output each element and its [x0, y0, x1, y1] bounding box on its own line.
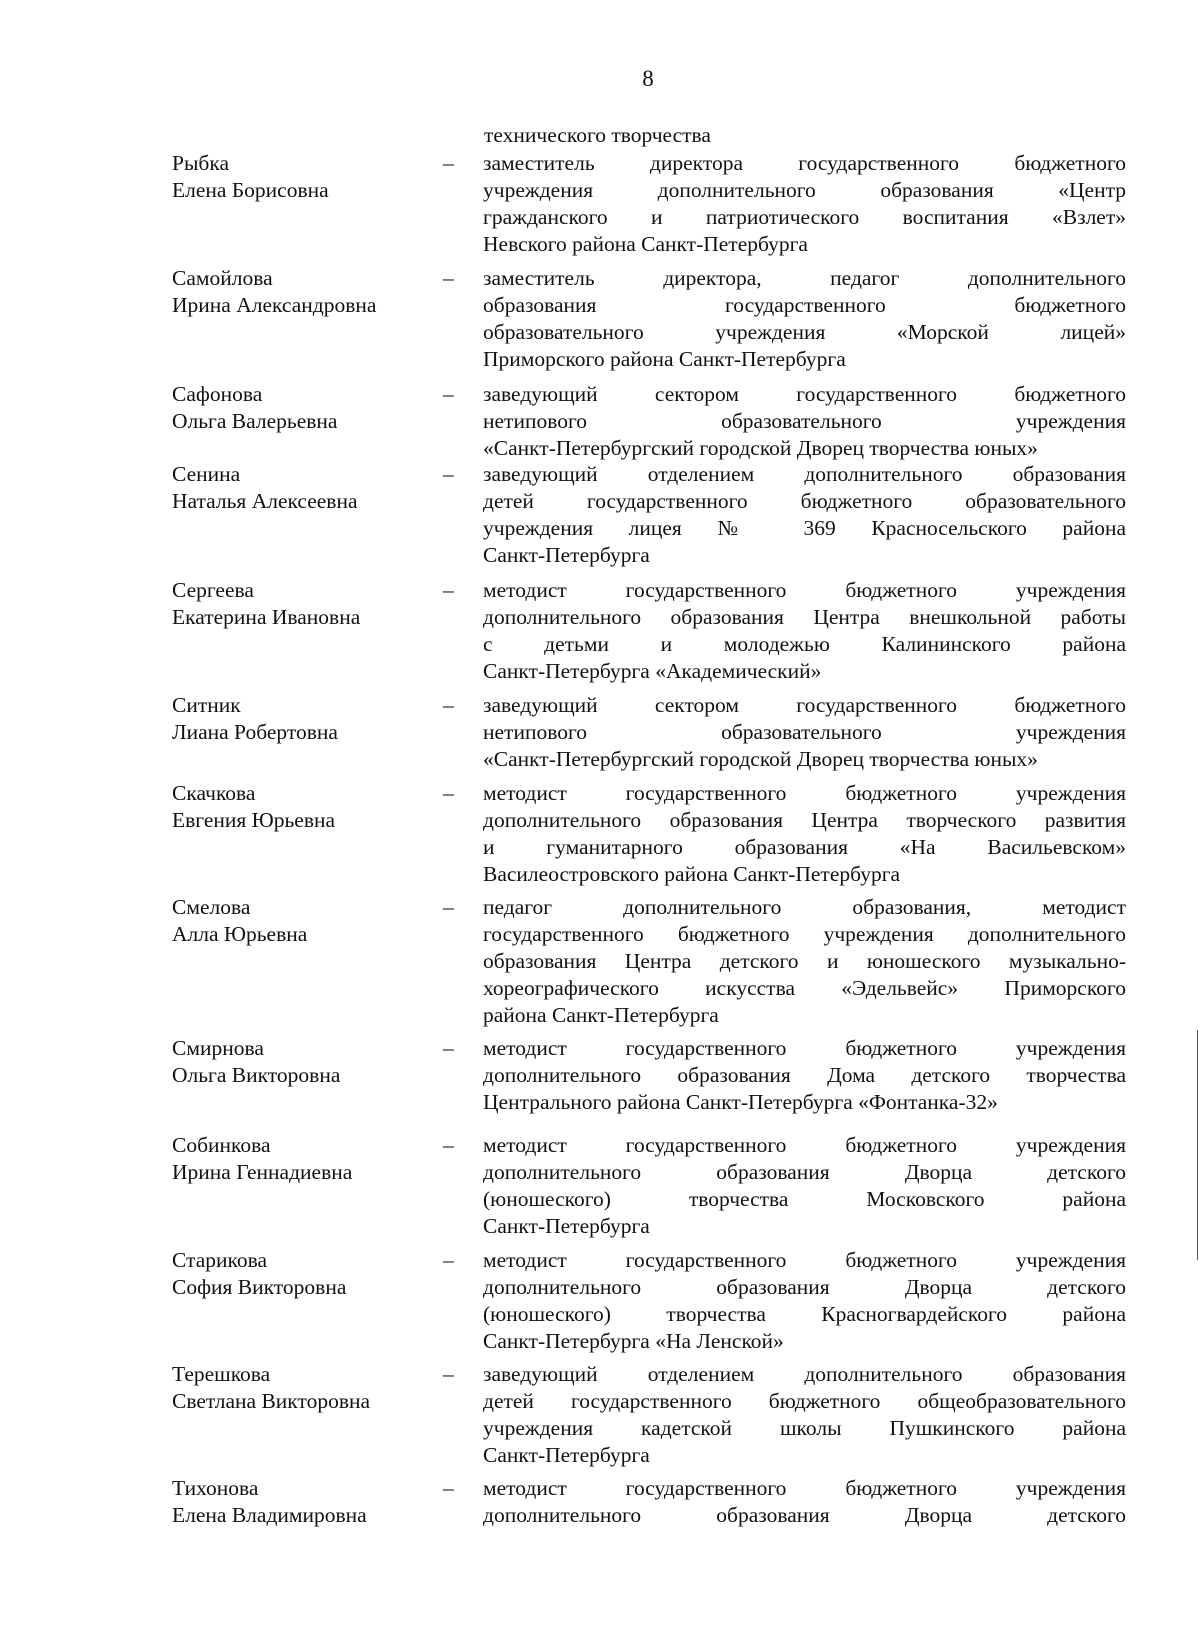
member-given-names: Светлана Викторовна — [172, 1389, 371, 1413]
position-line: Санкт-Петербурга — [483, 1443, 650, 1467]
member-name — [172, 780, 422, 834]
member-given-names: Ольга Викторовна — [172, 1063, 341, 1087]
member-position — [483, 461, 1126, 569]
dash-separator: – — [443, 382, 454, 406]
member-given-names: Алла Юрьевна — [172, 922, 308, 946]
dash-separator: – — [443, 1476, 454, 1500]
position-line: детей государственного бюджетного общеобразовательного — [483, 1389, 1126, 1413]
member-surname: Собинкова — [172, 1133, 271, 1157]
member-position — [483, 1132, 1126, 1240]
member-surname: Сафонова — [172, 382, 263, 406]
position-line: заместитель директора государственного бюджетного — [483, 151, 1126, 175]
position-line: «Санкт-Петербургский городской Дворец творчества юных» — [483, 747, 1038, 771]
member-surname: Сергеева — [172, 578, 254, 602]
dash-separator: – — [443, 151, 454, 175]
member-given-names: Елена Борисовна — [172, 178, 329, 202]
position-line: дополнительного образования Дома детского творчества — [483, 1063, 1126, 1087]
position-line: педагог дополнительного образования, методист — [483, 895, 1126, 919]
member-surname: Самойлова — [172, 266, 273, 290]
position-line: методист государственного бюджетного учреждения — [483, 1036, 1126, 1060]
position-line: образования Центра детского и юношеского музыкально- — [483, 949, 1126, 973]
member-given-names: Лиана Робертовна — [172, 720, 338, 744]
member-name — [172, 692, 422, 746]
position-line: дополнительного образования Дворца детского — [483, 1160, 1126, 1184]
position-line: государственного бюджетного учреждения дополнительного — [483, 922, 1126, 946]
position-line: дополнительного образования Дворца детского — [483, 1503, 1126, 1527]
member-name — [172, 1361, 422, 1415]
member-given-names: Ирина Геннадиевна — [172, 1160, 353, 1184]
member-position — [483, 894, 1126, 1029]
member-name — [172, 577, 422, 631]
dash-separator: – — [443, 1036, 454, 1060]
member-name — [172, 1247, 422, 1301]
position-line: Санкт-Петербурга — [483, 543, 650, 567]
position-line: методист государственного бюджетного учреждения — [483, 1248, 1126, 1272]
member-position — [483, 150, 1126, 258]
position-line: методист государственного бюджетного учреждения — [483, 1133, 1126, 1157]
position-line: заведующий отделением дополнительного образования — [483, 1362, 1126, 1386]
dash-separator: – — [443, 1133, 454, 1157]
member-given-names: София Викторовна — [172, 1275, 347, 1299]
member-given-names: Екатерина Ивановна — [172, 605, 361, 629]
member-given-names: Ольга Валерьевна — [172, 409, 338, 433]
member-given-names: Евгения Юрьевна — [172, 808, 336, 832]
position-line: методист государственного бюджетного учреждения — [483, 578, 1126, 602]
scan-margin-mark — [1197, 1030, 1198, 1260]
member-position — [483, 1035, 1126, 1116]
position-line: дополнительного образования Дворца детского — [483, 1275, 1126, 1299]
position-line: района Санкт-Петербурга — [483, 1003, 719, 1027]
dash-separator: – — [443, 895, 454, 919]
position-line: Невского района Санкт-Петербурга — [483, 232, 808, 256]
position-line: Василеостровского района Санкт-Петербурга — [483, 862, 901, 886]
position-line: с детьми и молодежью Калининского района — [483, 632, 1126, 656]
position-line: нетипового образовательного учреждения — [483, 720, 1126, 744]
member-name — [172, 150, 422, 204]
position-line: заведующий сектором государственного бюджетного — [483, 382, 1126, 406]
member-name — [172, 1132, 422, 1186]
member-surname: Скачкова — [172, 781, 256, 805]
position-line: хореографического искусства «Эдельвейс» Приморского — [483, 976, 1126, 1000]
member-position — [483, 780, 1126, 888]
member-surname: Смелова — [172, 895, 251, 919]
position-line: нетипового образовательного учреждения — [483, 409, 1126, 433]
member-surname: Ситник — [172, 693, 241, 717]
position-line: и гуманитарного образования «На Васильевском» — [483, 835, 1126, 859]
position-line: дополнительного образования Центра творческого развития — [483, 808, 1126, 832]
member-name — [172, 265, 422, 319]
position-line: учреждения кадетской школы Пушкинского района — [483, 1416, 1126, 1440]
position-line: Санкт-Петербурга «Академический» — [483, 659, 822, 683]
position-line: (юношеского) творчества Красногвардейского района — [483, 1302, 1126, 1326]
position-line: заместитель директора, педагог дополнительного — [483, 266, 1126, 290]
member-position — [483, 1475, 1126, 1529]
position-line: Приморского района Санкт-Петербурга — [483, 347, 846, 371]
member-surname: Терешкова — [172, 1362, 271, 1386]
continuation-text: технического творчества — [484, 123, 711, 147]
member-position — [483, 577, 1126, 685]
page-number: 8 — [642, 66, 654, 91]
dash-separator: – — [443, 1248, 454, 1272]
position-line: заведующий отделением дополнительного образования — [483, 462, 1126, 486]
position-line: (юношеского) творчества Московского района — [483, 1187, 1126, 1211]
position-line: учреждения дополнительного образования «Центр — [483, 178, 1126, 202]
dash-separator: – — [443, 462, 454, 486]
member-name — [172, 381, 422, 435]
position-line: образовательного учреждения «Морской лицей» — [483, 320, 1126, 344]
member-given-names: Ирина Александровна — [172, 293, 377, 317]
member-surname: Смирнова — [172, 1036, 264, 1060]
dash-separator: – — [443, 266, 454, 290]
member-surname: Старикова — [172, 1248, 268, 1272]
position-line: методист государственного бюджетного учреждения — [483, 781, 1126, 805]
dash-separator: – — [443, 578, 454, 602]
member-given-names: Елена Владимировна — [172, 1503, 367, 1527]
dash-separator: – — [443, 781, 454, 805]
member-position — [483, 692, 1126, 773]
member-surname: Рыбка — [172, 151, 230, 175]
member-position — [483, 1247, 1126, 1355]
member-surname: Тихонова — [172, 1476, 259, 1500]
member-position — [483, 381, 1126, 462]
position-line: Санкт-Петербурга «На Ленской» — [483, 1329, 784, 1353]
member-name — [172, 1035, 422, 1089]
member-name — [172, 894, 422, 948]
position-line: детей государственного бюджетного образовательного — [483, 489, 1126, 513]
position-line: учреждения лицея № 369 Красносельского района — [483, 516, 1126, 540]
dash-separator: – — [443, 693, 454, 717]
dash-separator: – — [443, 1362, 454, 1386]
position-line: образования государственного бюджетного — [483, 293, 1126, 317]
position-line: гражданского и патриотического воспитания «Взлет» — [483, 205, 1126, 229]
member-given-names: Наталья Алексеевна — [172, 489, 358, 513]
position-line: дополнительного образования Центра внешкольной работы — [483, 605, 1126, 629]
member-position — [483, 265, 1126, 373]
position-line: Центрального района Санкт-Петербурга «Фонтанка-32» — [483, 1090, 998, 1114]
member-position — [483, 1361, 1126, 1469]
position-line: Санкт-Петербурга — [483, 1214, 650, 1238]
position-line: «Санкт-Петербургский городской Дворец творчества юных» — [483, 436, 1038, 460]
position-line: заведующий сектором государственного бюджетного — [483, 693, 1126, 717]
member-name — [172, 461, 422, 515]
member-name — [172, 1475, 422, 1529]
member-surname: Сенина — [172, 462, 241, 486]
position-line: методист государственного бюджетного учреждения — [483, 1476, 1126, 1500]
